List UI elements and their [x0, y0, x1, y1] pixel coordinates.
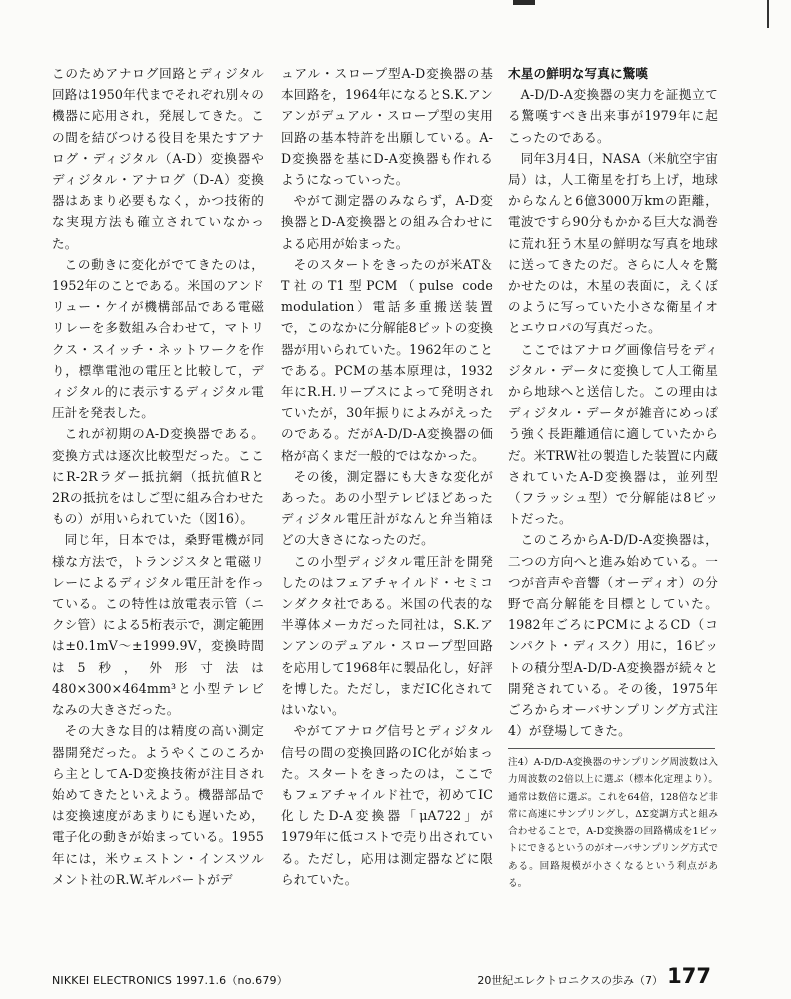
page-footer: [52, 966, 711, 990]
paragraph: やがて測定器のみならず，A-D変換器とD-A変換器との組み合わせによる応用が始まった。: [281, 193, 493, 251]
text-column-3: [508, 63, 718, 742]
text-column-2: [281, 63, 493, 890]
page-top-edge: [0, 0, 791, 14]
publication-info: NIKKEI ELECTRONICS 1997.1.6（no.679）: [52, 974, 288, 987]
section-heading: 木星の鮮明な写真に驚嘆: [508, 66, 649, 81]
paragraph: ここではアナログ画像信号をディジタル・データに変換して人工衛星から地球へと送信した。この理由はディジタル・データが雑音にめっぽう強く長距離通信に適していたからだ。米TRW社の製造した装置に内蔵されていたA-D変換器は，並列型（フラッシュ型）で分解能は8ビットだった。: [508, 341, 718, 527]
footnote-divider: [508, 748, 715, 749]
page-number: 177: [667, 964, 711, 988]
paragraph: これが初期のA-D変換器である。変換方式は逐次比較型だった。ここにR-2Rラダー抵抗網（抵抗値Rと2Rの抵抗をはしご型に組み合わせたもの）が用いられていた（図16）。: [52, 426, 264, 527]
top-edge-mark: [513, 0, 535, 5]
paragraph: やがてアナログ信号とディジタル信号の間の変換回路のIC化が始まった。スタートをきったのは，ここでもフェアチャイルド社で，初めてIC化したD-A変換器「μA722」が1979年に低コストで売り出されている。ただし，応用は測定器などに限られていた。: [281, 723, 493, 887]
text-column-1: [52, 63, 264, 890]
paragraph: この小型ディジタル電圧計を開発したのはフェアチャイルド・セミコンダクタ社である。米国の代表的な半導体メーカだった同社は，S.K.アンアンのデュアル・スロープ型回路を応用して1968年に製品化し，好評を博した。ただし，まだIC化されてはいない。: [281, 553, 493, 718]
paragraph: この動きに変化がでてきたのは，1952年のことである。米国のアンドリュー・ケイが機構部品である電磁リレーを多数組み合わせて，マトリクス・スイッチ・ネットワークを作り，標準電池の電圧と比較して，ディジタル的に表示するディジタル電圧計を発表した。: [52, 256, 264, 421]
paragraph: 同年3月4日，NASA（米航空宇宙局）は，人工衛星を打ち上げ，地球からなんと6億3000万kmの距離，電波ですら90分もかかる巨大な渦巻に荒れ狂う木星の鮮明な写真を地球に送ってきたのだ。さらに人々を驚かせたのは，木星の表面に，えくぼのように写っていた小さな衛星イオとエウロパの写真だった。: [508, 150, 718, 336]
paragraph: A-D/D-A変換器の実力を証拠立てる驚嘆すべき出来事が1979年に起こったのである。: [508, 87, 718, 145]
paragraph: ュアル・スロープ型A-D変換器の基本回路を，1964年になるとS.K.アンアンがデュアル・スロープ型の実用回路の基本特許を出願している。A-D変換器を基にD-A変換器も作れるようになっていった。: [281, 66, 493, 188]
paragraph: 同じ年，日本では，桑野電機が同様な方法で，トランジスタと電磁リレーによるディジタル電圧計を作っている。この特性は放電表示管（ニクシ管）による5桁表示で，測定範囲は±0.1mV～±1999.9V，変換時間は5秒，外形寸法は480×300×464mm³と小型テレビなみの大きさだった。: [52, 532, 264, 718]
paragraph: このころからA-D/D-A変換器は，二つの方向へと進み始めている。一つが音声や音響（オーディオ）の分野で高分解能を目標としていた。1982年ごろにPCMによるCD（コンパクト・ディスク）用に，16ビットの積分型A-D/D-A変換器が続々と開発されている。その後，1975年ごろからオーバサンプリング方式注4）が登場してきた。: [508, 532, 718, 739]
paragraph: その後，測定器にも大きな変化があった。あの小型テレビほどあったディジタル電圧計がなんと弁当箱ほどの大きさになったのだ。: [281, 468, 493, 548]
right-edge-mark: [767, 0, 769, 28]
footnote-text: 注4）A-D/D-A変換器のサンプリング周波数は入力周波数の2倍以上に選ぶ（標本化定理より）。通常は数倍に選ぶ。これを64倍，128倍など非常に高速にサンプリングし，ΔΣ変調方式と組み合わせることで，A-D変換器の回路構成を1ビットにできるというのがオーバサンプリング方式である。回路規模が小さくなるという利点がある。: [508, 757, 718, 890]
footnote: [508, 754, 718, 892]
series-title: 20世紀エレクトロニクスの歩み（7）: [477, 974, 663, 987]
paragraph: その大きな目的は精度の高い測定器開発だった。ようやくこのころから主としてA-D変換技術が注目され始めてきたといえよう。機器部品では変換速度があまりにも遅いため，電子化の動きが始まっている。1955年には，米ウェストン・インスツルメント社のR.W.ギルバートがデ: [52, 723, 264, 887]
paragraph: そのスタートをきったのが米AT＆T社のT1型PCM（pulse code modulation）電話多重搬送装置で，このなかに分解能8ビットの変換器が用いられていた。1962年のことである。PCMの基本原理は，1932年にR.H.リーブスによって発明されていたが，30年振りによみがえったのである。だがA-D/D-A変換器の価格が高くまだ一般的ではなかった。: [281, 256, 493, 463]
paragraph: このためアナログ回路とディジタル回路は1950年代までそれぞれ別々の機器に応用され，発展してきた。この間を結びつける役目を果たすアナログ・ディジタル（A-D）変換器やディジタル・アナログ（D-A）変換器はあまり必要もなく，かつ技術的な実現方法も確立されていなかった。: [52, 66, 264, 251]
